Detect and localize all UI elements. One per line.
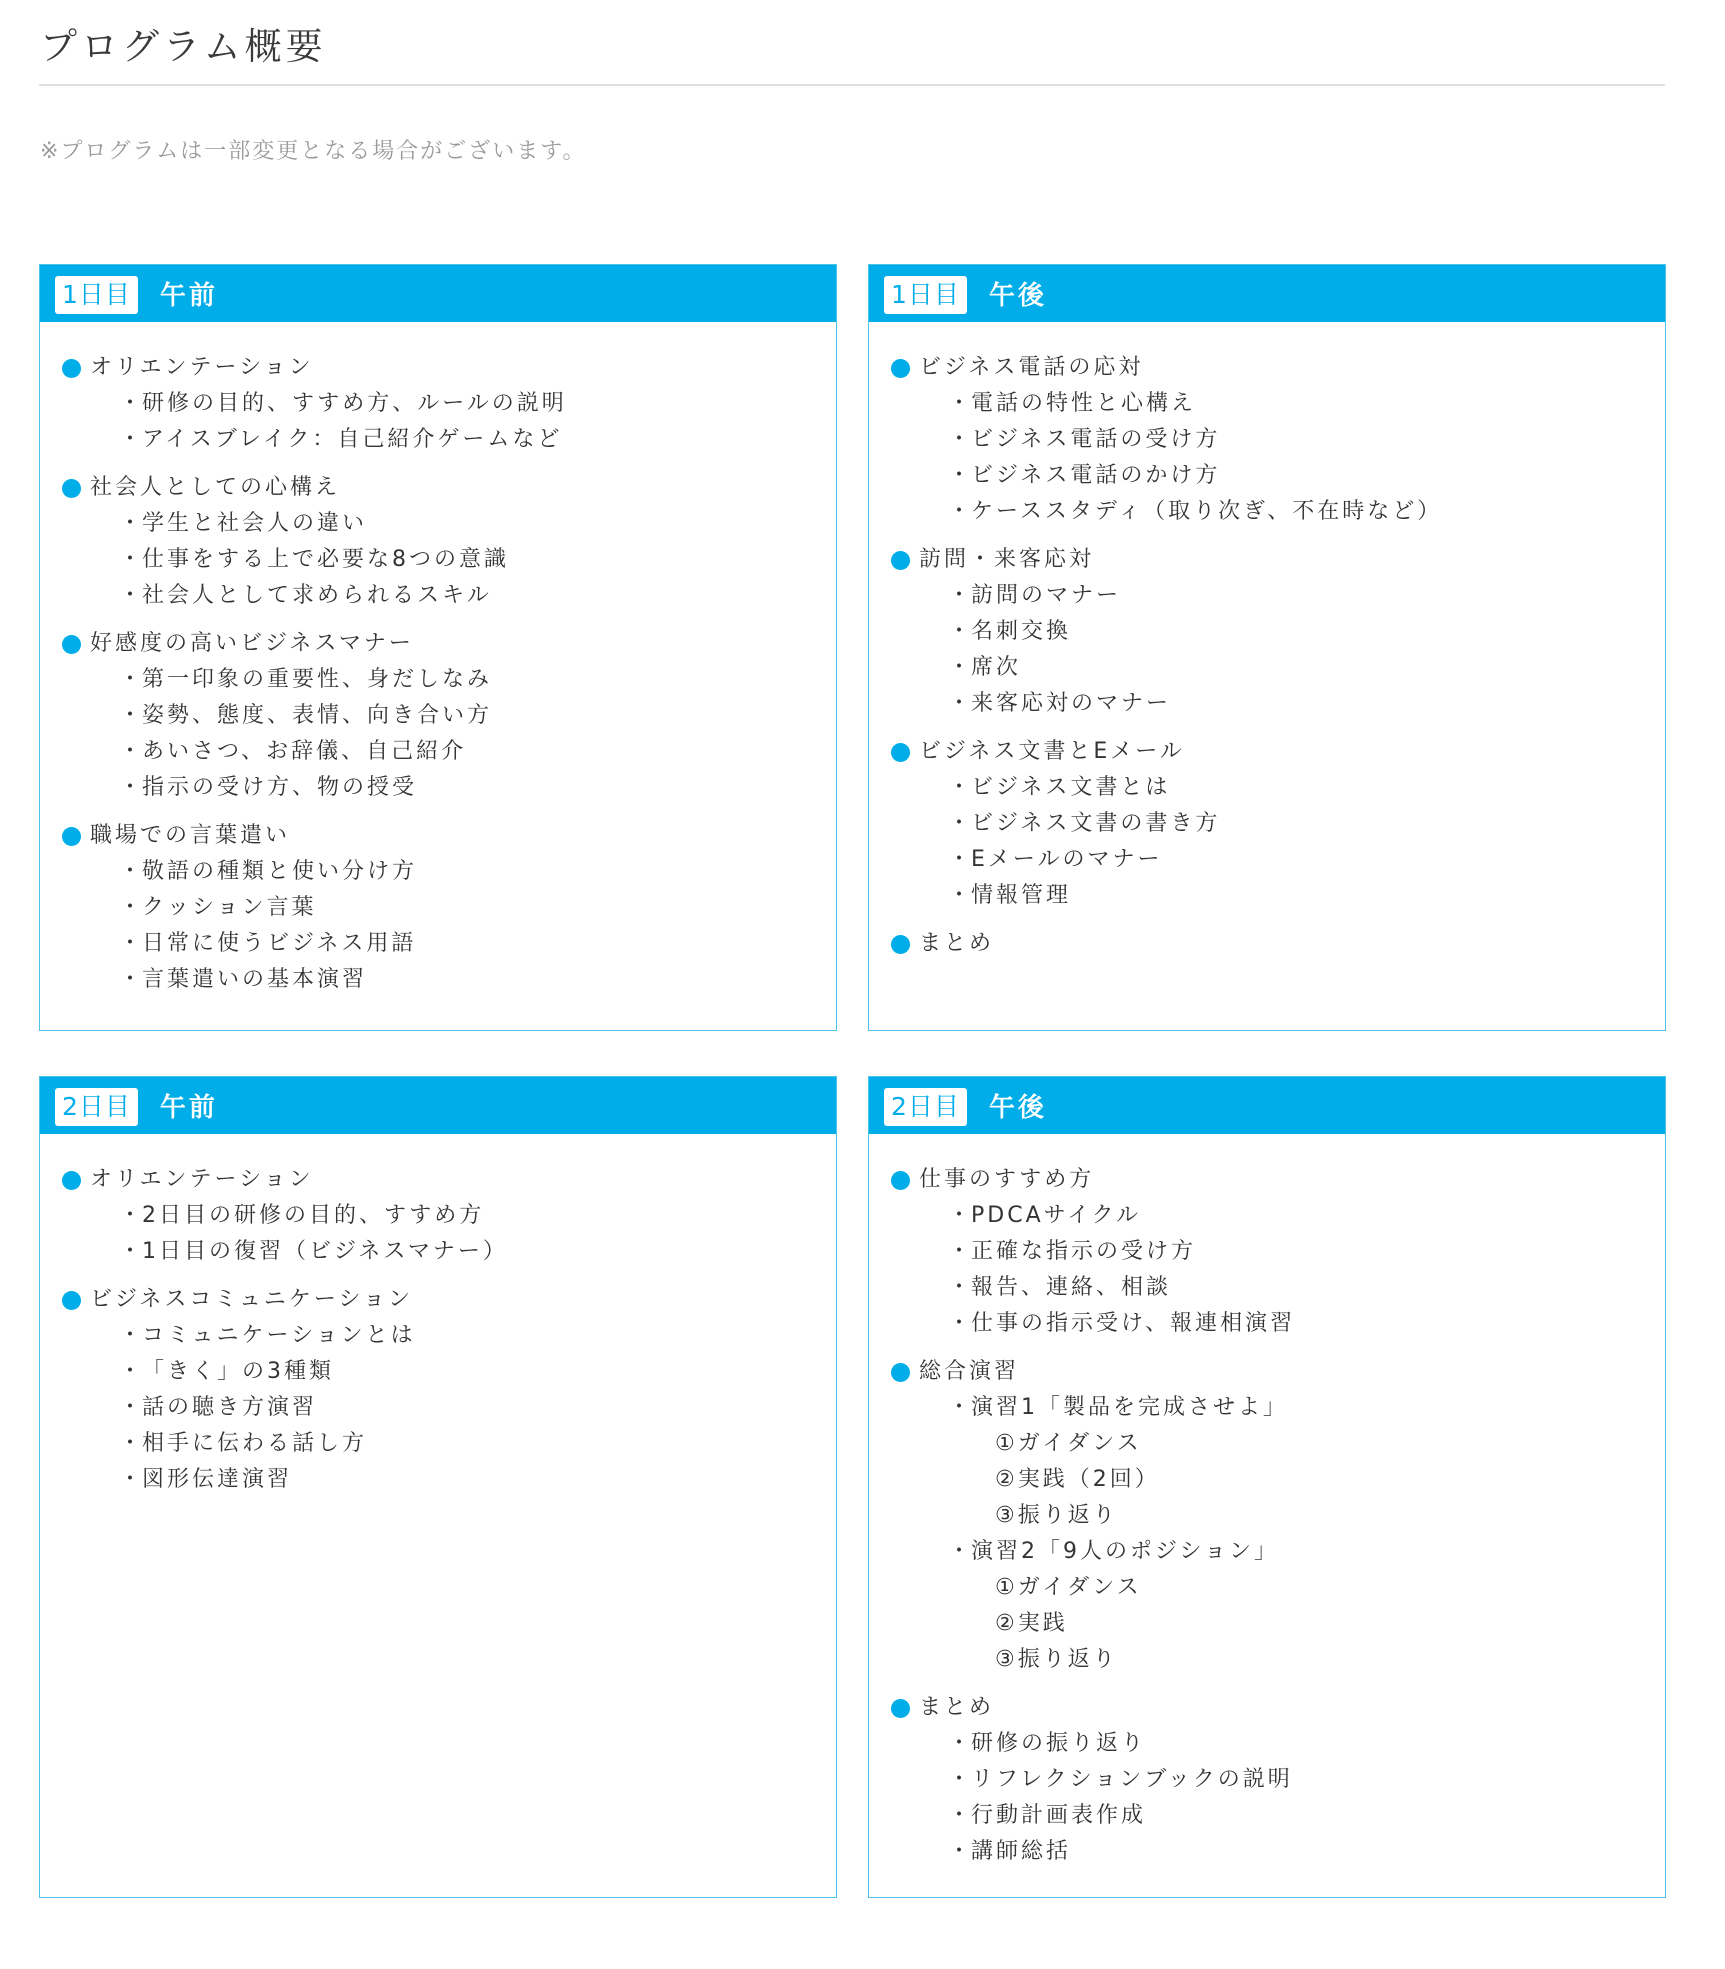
session-header (869, 265, 1665, 322)
bullet-dot-icon (891, 1363, 910, 1382)
bullet-dot-icon (891, 1171, 910, 1190)
title-divider (39, 84, 1665, 86)
topic-title: ビジネス電話の応対 (919, 355, 1144, 380)
topic-item: ・ 指示の受け方、物の授受 (62, 770, 836, 806)
bullet-dot-icon (891, 935, 910, 954)
topic-item: ・ 社会人として求められるスキル (62, 578, 836, 614)
topic-item: ・ ケーススタディ（取り次ぎ、不在時など） (891, 494, 1665, 530)
session-period: 午前 (159, 1093, 218, 1123)
topic (62, 818, 836, 998)
topic-item: ・ 報告、連絡、相談 (891, 1270, 1665, 1306)
topic-title: 社会人としての心構え (90, 475, 341, 500)
topic-list (869, 322, 1665, 962)
topic-item: ・ リフレクションブックの説明 (891, 1762, 1665, 1798)
topic-item: ・ 研修の目的、すすめ方、ルールの説明 (62, 386, 836, 422)
topic-title: オリエンテーション (90, 355, 314, 380)
topic-title: まとめ (919, 931, 995, 956)
topic-item: ・ 行動計画表作成 (891, 1798, 1665, 1834)
topic-title: 職場での言葉遣い (90, 823, 291, 848)
topic-item: ・ 来客応対のマナー (891, 686, 1665, 722)
session-panel (868, 264, 1666, 1031)
topic-title: 総合演習 (919, 1359, 1020, 1384)
topic-item: ・ 相手に伝わる話し方 (62, 1426, 836, 1462)
topic-item: ・ ビジネス電話の受け方 (891, 422, 1665, 458)
session-header (869, 1077, 1665, 1134)
session-period: 午後 (988, 1093, 1047, 1123)
topic-item: ・ 電話の特性と心構え (891, 386, 1665, 422)
topic-item: ・ 名刺交換 (891, 614, 1665, 650)
exercise-step: ③振り返り (995, 1503, 1118, 1528)
topic (62, 626, 836, 806)
topic (891, 542, 1665, 722)
session-period: 午前 (159, 281, 218, 311)
topic-heading (891, 542, 1665, 578)
topic-heading (891, 350, 1665, 386)
topic-item: ・ クッション言葉 (62, 890, 836, 926)
day-badge: 2日目 (55, 1088, 138, 1126)
bullet-dot-icon (891, 743, 910, 762)
topic (891, 1690, 1665, 1870)
exercise-step: ②実践（2回） (995, 1467, 1160, 1492)
topic-heading (891, 1354, 1665, 1390)
topic-item: ・ 演習2「9人のポジション」 (891, 1534, 1665, 1570)
bullet-dot-icon (891, 551, 910, 570)
topic-item: ・ 第一印象の重要性、身だしなみ (62, 662, 836, 698)
topic-item: ・ 研修の振り返り (891, 1726, 1665, 1762)
topic-item: ・ 敬語の種類と使い分け方 (62, 854, 836, 890)
topic-item: ・ コミュニケーションとは (62, 1318, 836, 1354)
topic-heading (62, 1162, 836, 1198)
session-period: 午後 (988, 281, 1047, 311)
exercise-step: ①ガイダンス (995, 1431, 1142, 1456)
session-header (40, 1077, 836, 1134)
page-title: プログラム概要 (40, 25, 327, 68)
topic (891, 1162, 1665, 1342)
exercise-step: ①ガイダンス (995, 1575, 1142, 1600)
topic-item: ・ 席次 (891, 650, 1665, 686)
topic (891, 350, 1665, 530)
topic-item: ・ 正確な指示の受け方 (891, 1234, 1665, 1270)
topic-item: ・ ビジネス文書の書き方 (891, 806, 1665, 842)
topic-item: ・ PDCAサイクル (891, 1198, 1665, 1234)
topic-item: ・ 日常に使うビジネス用語 (62, 926, 836, 962)
topic (891, 926, 1665, 962)
topic-item: ・ 言葉遣いの基本演習 (62, 962, 836, 998)
topic (62, 350, 836, 458)
topic-item: ・ 姿勢、態度、表情、向き合い方 (62, 698, 836, 734)
topic (62, 1162, 836, 1270)
bullet-dot-icon (891, 359, 910, 378)
day-badge: 1日目 (884, 276, 967, 314)
bullet-dot-icon (62, 359, 81, 378)
topic-list (869, 1134, 1665, 1870)
topic-title: 訪問・来客応対 (919, 547, 1095, 572)
topic-item: ・ ビジネス文書とは (891, 770, 1665, 806)
topic (62, 1282, 836, 1498)
topic-item: ・ 話の聴き方演習 (62, 1390, 836, 1426)
day-badge: 2日目 (884, 1088, 967, 1126)
session-header (40, 265, 836, 322)
exercise-step: ②実践 (995, 1611, 1068, 1636)
bullet-dot-icon (62, 827, 81, 846)
bullet-dot-icon (62, 1291, 81, 1310)
topic-item: ・ 情報管理 (891, 878, 1665, 914)
exercise-step: ③振り返り (995, 1647, 1118, 1672)
topic-item: ・ 2日目の研修の目的、すすめ方 (62, 1198, 836, 1234)
topic-title: 好感度の高いビジネスマナー (90, 631, 414, 656)
session-panel (868, 1076, 1666, 1898)
program-notice: ※プログラムは一部変更となる場合がございます。 (40, 139, 587, 164)
topic-title: ビジネス文書とEメール (919, 739, 1185, 764)
topic-heading (62, 1282, 836, 1318)
bullet-dot-icon (62, 479, 81, 498)
topic-item: ・ 「きく」の3種類 (62, 1354, 836, 1390)
topic-item: ・ Eメールのマナー (891, 842, 1665, 878)
topic-item: ・ 図形伝達演習 (62, 1462, 836, 1498)
bullet-dot-icon (62, 635, 81, 654)
topic-heading (891, 1162, 1665, 1198)
topic-heading (62, 350, 836, 386)
topic-heading (891, 1690, 1665, 1726)
topic-heading (62, 626, 836, 662)
topic (62, 470, 836, 614)
topic-heading (891, 734, 1665, 770)
session-panel (39, 1076, 837, 1898)
topic-list (40, 1134, 836, 1498)
topic-title: 仕事のすすめ方 (919, 1167, 1095, 1192)
topic-item: ・ あいさつ、お辞儀、自己紹介 (62, 734, 836, 770)
topic-item: ・ 演習1「製品を完成させよ」 (891, 1390, 1665, 1426)
topic-item: ・ 訪問のマナー (891, 578, 1665, 614)
bullet-dot-icon (891, 1699, 910, 1718)
topic-heading (891, 926, 1665, 962)
topic (891, 734, 1665, 914)
topic-list (40, 322, 836, 998)
topic-item: ・ 仕事をする上で必要な8つの意識 (62, 542, 836, 578)
topic-heading (62, 818, 836, 854)
session-panel (39, 264, 837, 1031)
topic-title: ビジネスコミュニケーション (90, 1287, 414, 1312)
topic-title: まとめ (919, 1695, 995, 1720)
topic-item: ・ 1日目の復習（ビジネスマナー） (62, 1234, 836, 1270)
topic-item: ・ 学生と社会人の違い (62, 506, 836, 542)
day-badge: 1日目 (55, 276, 138, 314)
topic-item: ・ アイスブレイク：自己紹介ゲームなど (62, 422, 836, 458)
topic-heading (62, 470, 836, 506)
bullet-dot-icon (62, 1171, 81, 1190)
topic (891, 1354, 1665, 1678)
topic-item: ・ 講師総括 (891, 1834, 1665, 1870)
topic-item: ・ ビジネス電話のかけ方 (891, 458, 1665, 494)
topic-title: オリエンテーション (90, 1167, 314, 1192)
topic-item: ・ 仕事の指示受け、報連相演習 (891, 1306, 1665, 1342)
